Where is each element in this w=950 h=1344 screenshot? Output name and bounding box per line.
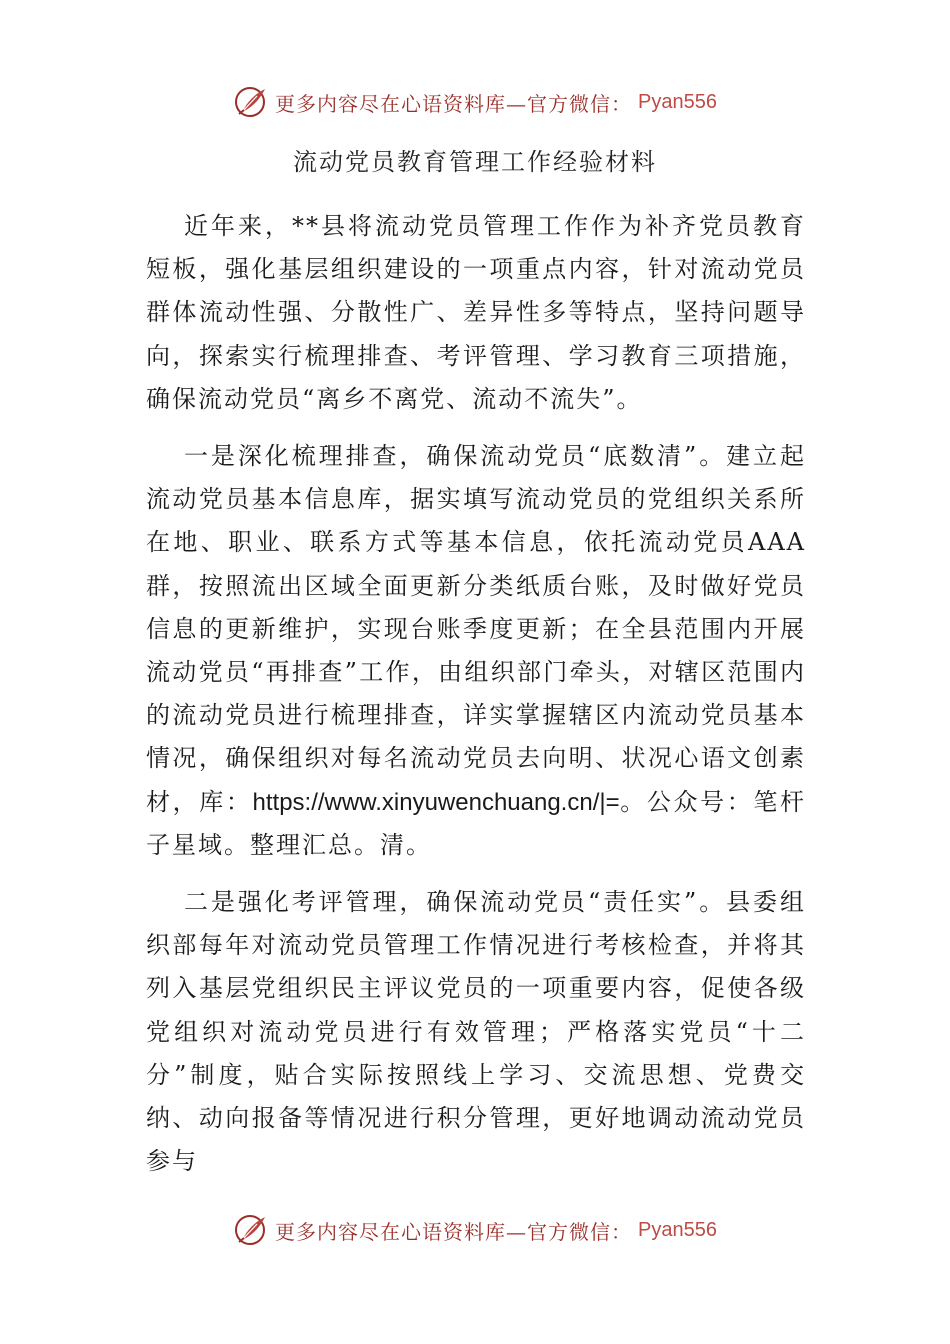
- document-title: 流动党员教育管理工作经验材料: [293, 148, 657, 176]
- paragraph-intro: 近年来，**县将流动党员管理工作作为补齐党员教育短板，强化基层组织建设的一项重点内容，针对流动党员群体流动性强、分散性广、差异性多等特点，坚持问题导向，探索实行梳理排查、考评管理、学习教育三项措施，确保流动党员“离乡不离党、流动不流失”。: [146, 212, 806, 413]
- feather-pen-logo-icon: [233, 1212, 269, 1248]
- website-link[interactable]: https://www.xinyuwenchuang.cn/|=: [252, 788, 620, 816]
- paragraph-first-measure-tail: 。公众号：笔杆子星域。整理汇总。清。: [146, 787, 807, 859]
- banner-text: 更多内容尽在心语资料库—官方微信：: [275, 1219, 633, 1244]
- feather-pen-logo-icon: [233, 84, 269, 120]
- paragraph-second-measure: 二是强化考评管理，确保流动党员“责任实”。县委组织部每年对流动党员管理工作情况进行考核检查，并将其列入基层党组织民主评议党员的一项重要内容，促使各级党组织对流动党员进行有效管理；严格落实党员“十二分”制度，贴合实际按照线上学习、交流思想、党费交纳、动向报备等情况进行积分管理，更好地调动流动党员参与: [146, 888, 806, 1176]
- document-body: [146, 205, 806, 1197]
- header-banner: [0, 80, 950, 124]
- paragraph-first-measure: [146, 435, 806, 867]
- banner-wechat-id: Pyan556: [638, 90, 717, 113]
- paragraph-first-measure-text: 一是深化梳理排查，确保流动党员“底数清”。建立起流动党员基本信息库，据实填写流动党员的党组织关系所在地、职业、联系方式等基本信息，依托流动党员AAA群，按照流出区域全面更新分类纸质台账，及时做好党员信息的更新维护，实现台账季度更新；在全县范围内开展流动党员“再排查”工作，由组织部门牵头，对辖区范围内的流动党员进行梳理排查，详实掌握辖区内流动党员基本情况，确保组织对每名流动党员去向明、状况心语文创素材，库：: [146, 442, 806, 816]
- footer-banner: [0, 1208, 950, 1252]
- banner-wechat-id: Pyan556: [638, 1218, 717, 1241]
- banner-text: 更多内容尽在心语资料库—官方微信：: [275, 91, 633, 116]
